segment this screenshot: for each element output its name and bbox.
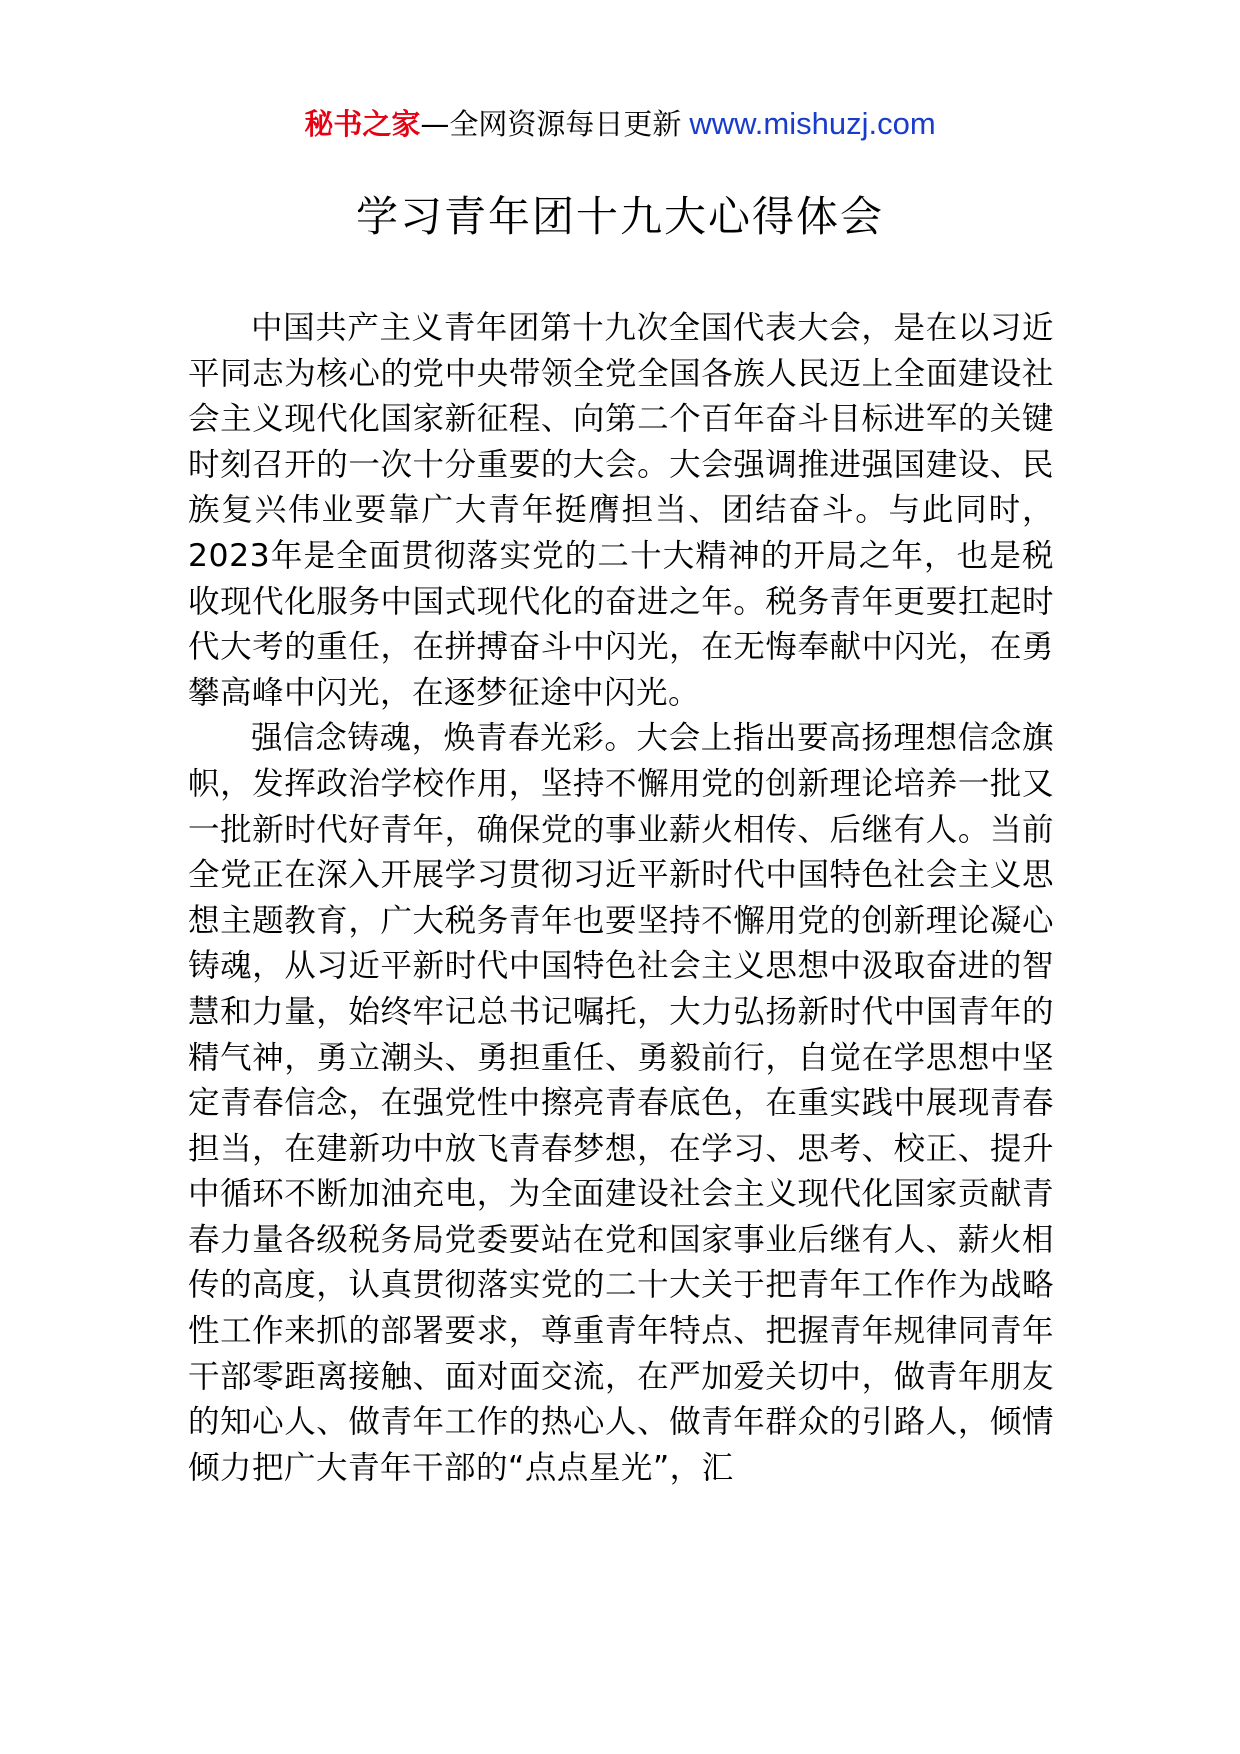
website-link[interactable]: www.mishuzj.com: [689, 106, 936, 141]
brand-name: 秘书之家: [304, 107, 421, 141]
document-body: [188, 306, 1054, 1491]
header-slogan: —全网资源每日更新: [420, 107, 682, 141]
document-title: 学习青年团十九大心得体会: [355, 192, 884, 241]
body-paragraph: 中国共产主义青年团第十九次全国代表大会，是在以习近平同志为核心的党中央带领全党全国各族人民迈上全面建设社会主义现代化国家新征程、向第二个百年奋斗目标进军的关键时刻召开的一次十分重要的大会。大会强调推进强国建设、民族复兴伟业要靠广大青年挺膺担当、团结奋斗。与此同时，2023年是全面贯彻落实党的二十大精神的开局之年，也是税收现代化服务中国式现代化的奋进之年。税务青年更要扛起时代大考的重任，在拼搏奋斗中闪光，在无悔奉献中闪光，在勇攀高峰中闪光，在逐梦征途中闪光。: [188, 310, 1054, 711]
page-header: [0, 104, 1240, 144]
body-paragraph: 强信念铸魂，焕青春光彩。大会上指出要高扬理想信念旗帜，发挥政治学校作用，坚持不懈用党的创新理论培养一批又一批新时代好青年，确保党的事业薪火相传、后继有人。当前全党正在深入开展学习贯彻习近平新时代中国特色社会主义思想主题教育，广大税务青年也要坚持不懈用党的创新理论凝心铸魂，从习近平新时代中国特色社会主义思想中汲取奋进的智慧和力量，始终牢记总书记嘱托，大力弘扬新时代中国青年的精气神，勇立潮头、勇担重任、勇毅前行，自觉在学思想中坚定青春信念，在强党性中擦亮青春底色，在重实践中展现青春担当，在建新功中放飞青春梦想，在学习、思考、校正、提升中循环不断加油充电，为全面建设社会主义现代化国家贡献青春力量各级税务局党委要站在党和国家事业后继有人、薪火相传的高度，认真贯彻落实党的二十大关于把青年工作作为战略性工作来抓的部署要求，尊重青年特点、把握青年规律同青年干部零距离接触、面对面交流，在严加爱关切中，做青年朋友的知心人、做青年工作的热心人、做青年群众的引路人，倾情倾力把广大青年干部的“点点星光”，汇: [188, 720, 1054, 1486]
